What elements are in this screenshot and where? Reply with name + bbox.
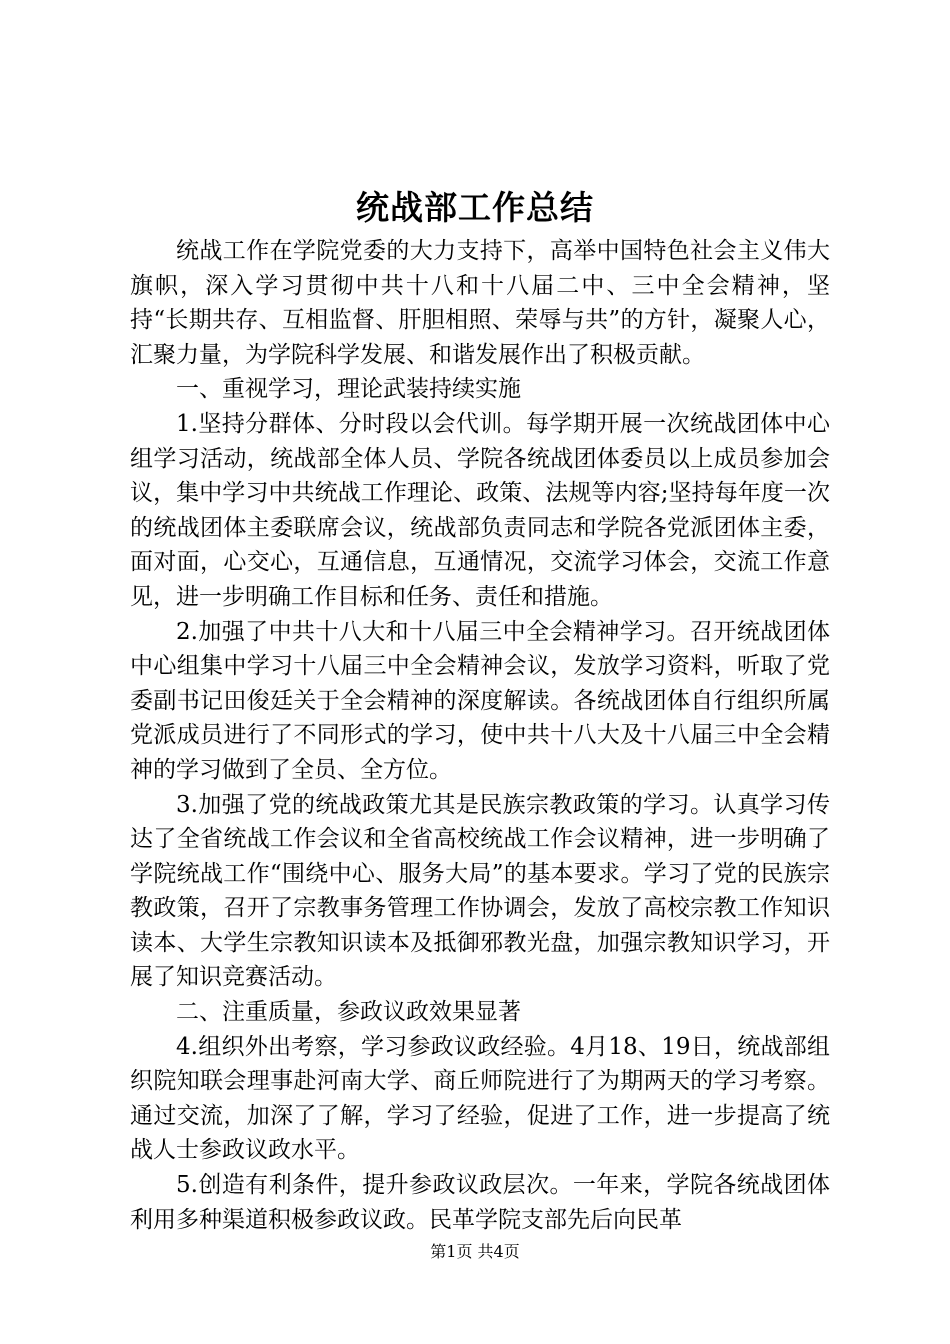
paragraph-item-1: 1.坚持分群体、分时段以会代训。每学期开展一次统战团体中心组学习活动，统战部全体人员、学院各统战团体委员以上成员参加会议，集中学习中共统战工作理论、政策、法规等内容;坚持每年度一次的统战团体主委联席会议，统战部负责同志和学院各党派团体主委，面对面，心交心，互通信息，互通情况，交流学习体会，交流工作意见，进一步明确工作目标和任务、责任和措施。 — [130, 410, 830, 610]
paragraph-item-4: 4.组织外出考察，学习参政议政经验。4月18、19日，统战部组织院知联会理事赴河南大学、商丘师院进行了为期两天的学习考察。通过交流，加深了了解，学习了经验，促进了工作，进一步提高了统战人士参政议政水平。 — [130, 1033, 830, 1164]
section-heading-1: 一、重视学习，理论武装持续实施 — [176, 376, 521, 403]
paragraph-item-2: 2.加强了中共十八大和十八届三中全会精神学习。召开统战团体中心组集中学习十八届三中全会精神会议，发放学习资料，听取了党委副书记田俊廷关于全会精神的深度解读。各统战团体自行组织所属党派成员进行了不同形式的学习，使中共十八大及十八届三中全会精神的学习做到了全员、全方位。 — [130, 618, 830, 783]
document-body — [130, 234, 830, 1237]
paragraph-item-3: 3.加强了党的统战政策尤其是民族宗教政策的学习。认真学习传达了全省统战工作会议和全省高校统战工作会议精神，进一步明确了学院统战工作“围绕中心、服务大局”的基本要求。学习了党的民族宗教政策，召开了宗教事务管理工作协调会，发放了高校宗教工作知识读本、大学生宗教知识读本及抵御邪教光盘，加强宗教知识学习，开展了知识竞赛活动。 — [130, 791, 830, 991]
paragraph-intro: 统战工作在学院党委的大力支持下，高举中国特色社会主义伟大旗帜，深入学习贯彻中共十八和十八届二中、三中全会精神，坚持“长期共存、互相监督、肝胆相照、荣辱与共”的方针，凝聚人心，汇聚力量，为学院科学发展、和谐发展作出了积极贡献。 — [130, 238, 830, 368]
section-heading-2: 二、注重质量，参政议政效果显著 — [176, 999, 521, 1026]
paragraph-item-5: 5.创造有利条件，提升参政议政层次。一年来，学院各统战团体利用多种渠道积极参政议政。民革学院支部先后向民革 — [130, 1172, 830, 1233]
page-footer: 第1页 共4页 — [430, 1242, 520, 1261]
document-title: 统战部工作总结 — [356, 188, 594, 227]
